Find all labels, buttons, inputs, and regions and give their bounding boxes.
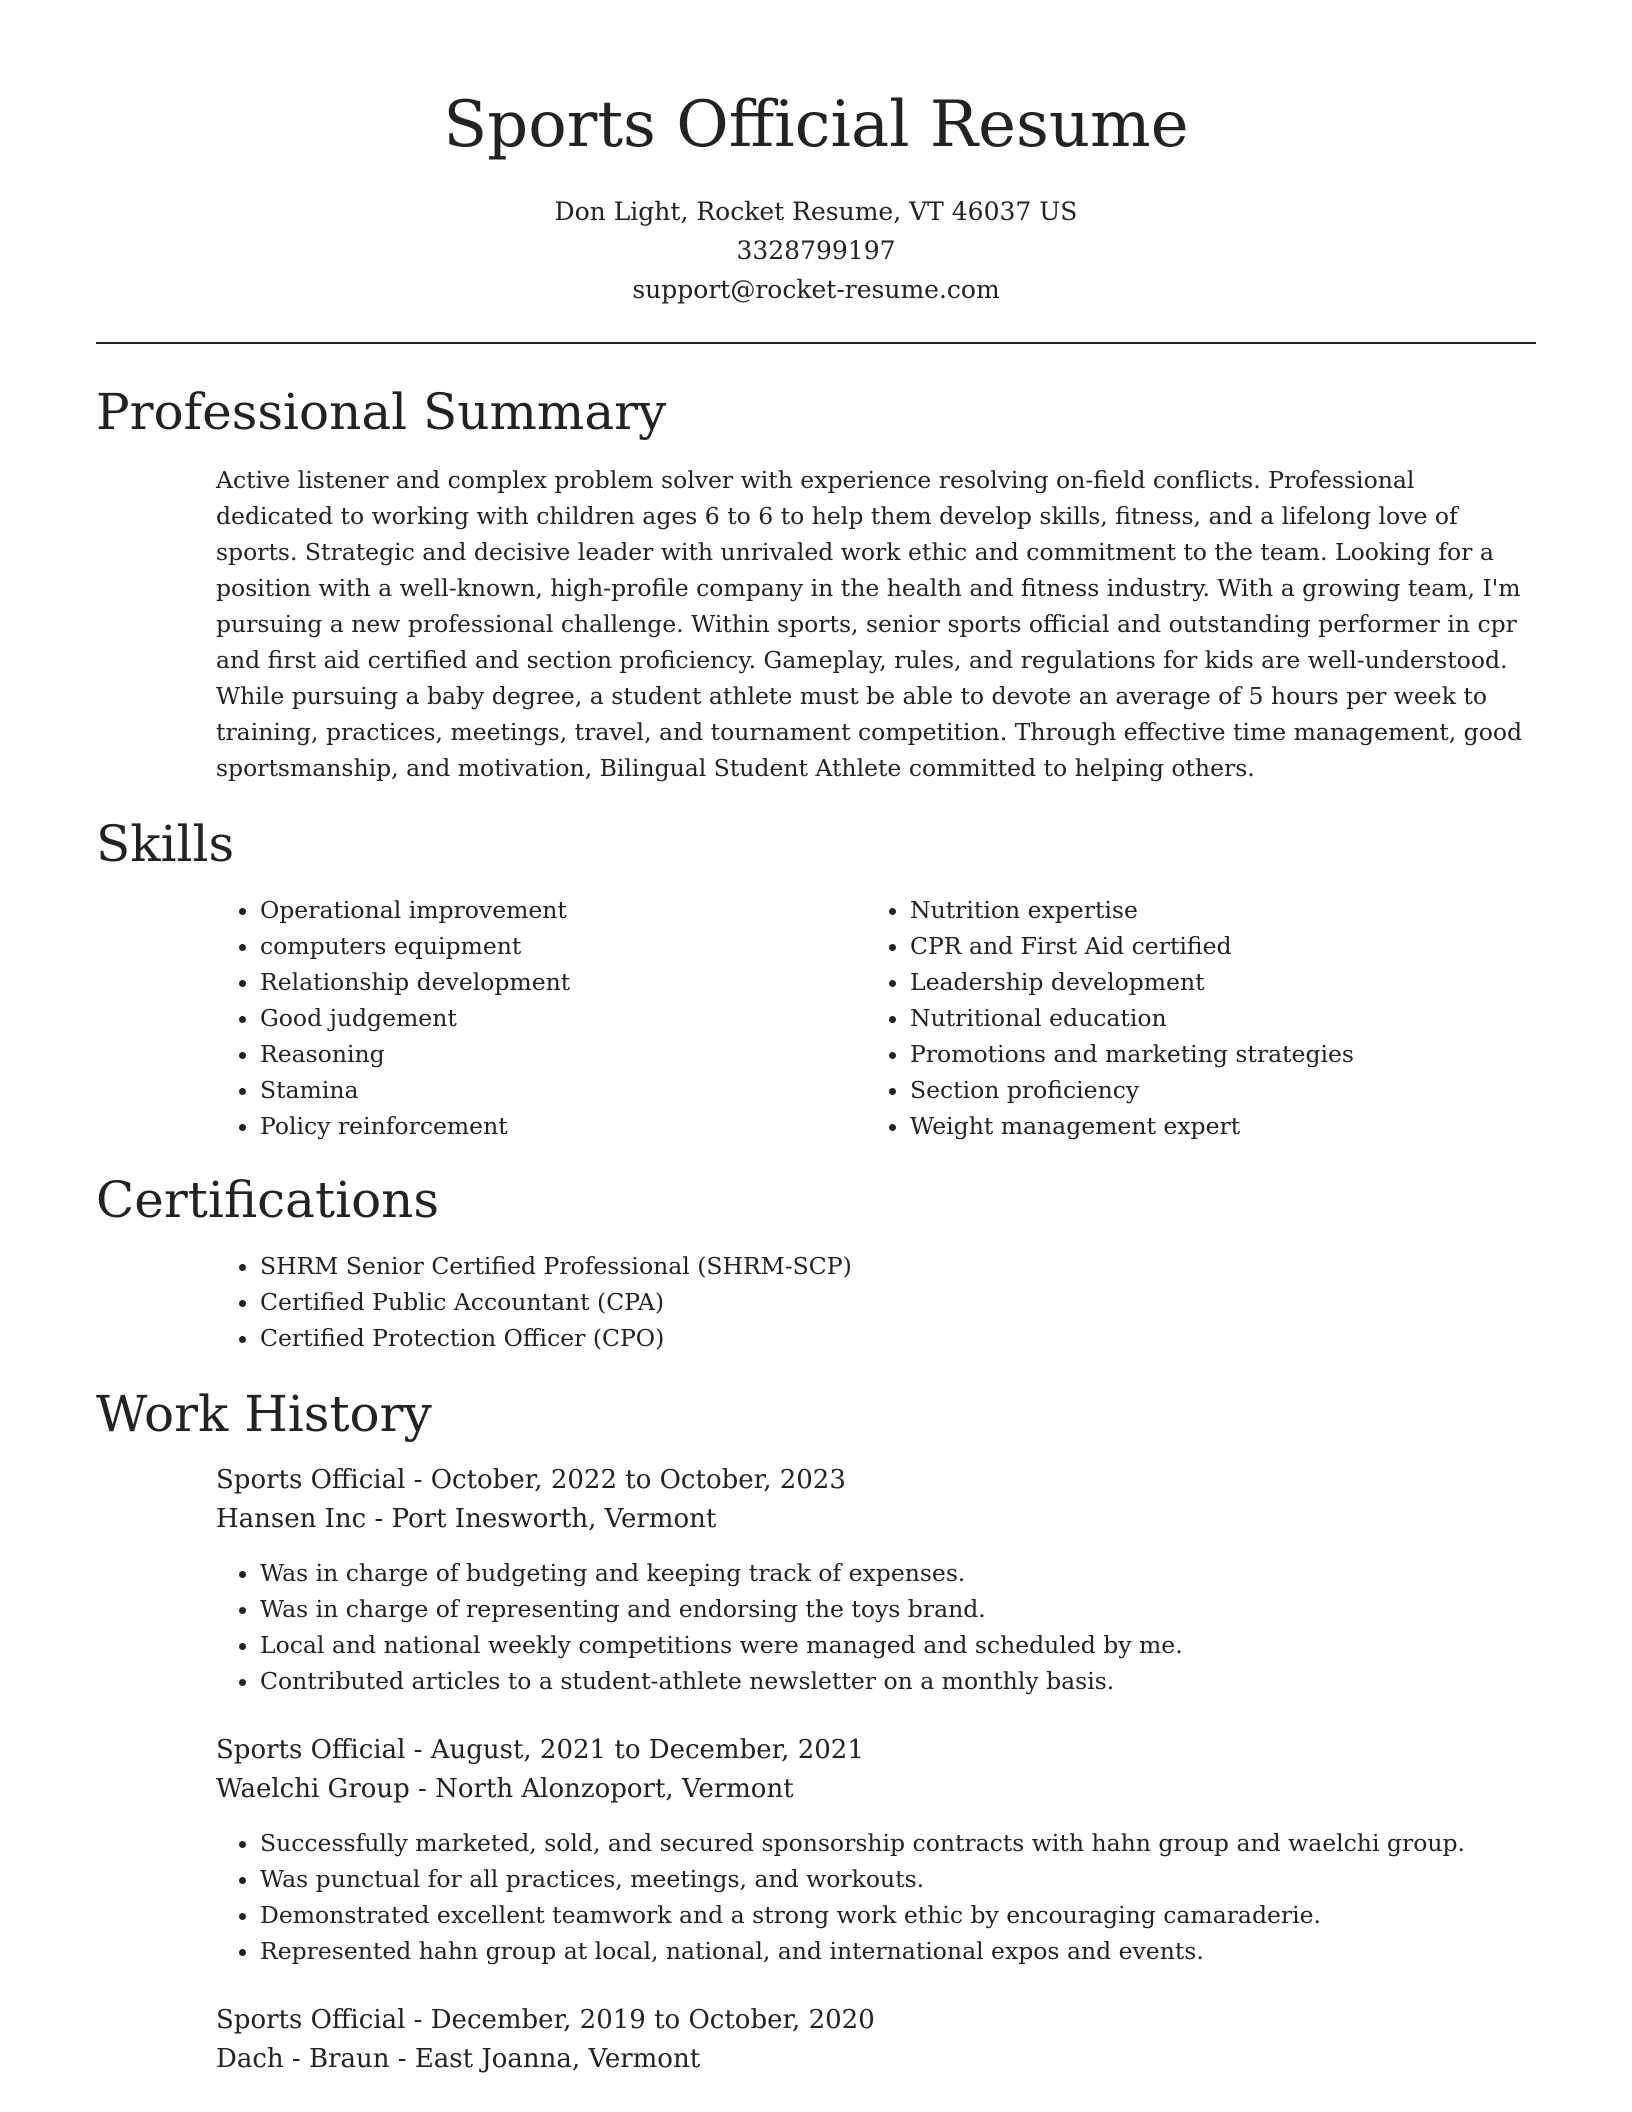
list-item: • Was in charge of representing and endorsing the toys brand. xyxy=(260,1591,1536,1627)
list-item: • Certified Public Accountant (CPA) xyxy=(260,1284,1560,1320)
list-item: • Nutritional education xyxy=(910,1000,1570,1036)
skills-list-left xyxy=(216,892,860,1144)
list-item: • Represented hahn group at local, national, and international expos and events. xyxy=(260,1933,1536,1969)
list-item: • Policy reinforcement xyxy=(260,1108,860,1144)
list-item: • Stamina xyxy=(260,1072,860,1108)
list-item: • Was in charge of budgeting and keeping track of expenses. xyxy=(260,1555,1536,1591)
skills-heading: Skills xyxy=(96,815,235,873)
job-title-line xyxy=(216,1731,1536,1770)
certifications-heading: Certifications xyxy=(96,1171,440,1229)
job-company-line xyxy=(216,1770,1536,1809)
job-title-line xyxy=(216,1461,1536,1500)
job-company: Dach - Braun xyxy=(216,2044,390,2074)
list-item: • Operational improvement xyxy=(260,892,860,928)
job-location: - East Joanna, Vermont xyxy=(389,2044,701,2074)
contact-address: Don Light, Rocket Resume, VT 46037 US xyxy=(554,197,1078,226)
job-title: Sports Official xyxy=(216,1735,406,1765)
list-item: • Successfully marketed, sold, and secured sponsorship contracts with hahn group and waelchi group. xyxy=(260,1825,1536,1861)
skills-list-right xyxy=(866,892,1570,1144)
job-location: - North Alonzoport, Vermont xyxy=(409,1774,794,1804)
job-dates: - December, 2019 to October, 2020 xyxy=(405,2005,875,2035)
job-bullets xyxy=(216,1555,1536,1699)
summary-heading: Professional Summary xyxy=(96,383,667,441)
job-entry xyxy=(216,2001,1536,2079)
page-title: Sports Official Resume xyxy=(443,88,1189,162)
job-company: Waelchi Group xyxy=(216,1774,410,1804)
list-item: • SHRM Senior Certified Professional (SHRM-SCP) xyxy=(260,1248,1560,1284)
list-item: • Demonstrated excellent teamwork and a strong work ethic by encouraging camaraderie. xyxy=(260,1897,1536,1933)
list-item: • Reasoning xyxy=(260,1036,860,1072)
job-dates: - August, 2021 to December, 2021 xyxy=(405,1735,864,1765)
header-divider xyxy=(96,342,1536,344)
list-item: • Good judgement xyxy=(260,1000,860,1036)
job-title-line xyxy=(216,2001,1536,2040)
work-history-heading: Work History xyxy=(96,1385,432,1443)
list-item: • Weight management expert xyxy=(910,1108,1570,1144)
list-item: • Certified Protection Officer (CPO) xyxy=(260,1320,1560,1356)
certifications-list xyxy=(216,1248,1560,1356)
job-title: Sports Official xyxy=(216,2005,406,2035)
job-bullets xyxy=(216,1825,1536,1969)
job-entry xyxy=(216,1731,1536,1969)
list-item: • Local and national weekly competitions were managed and scheduled by me. xyxy=(260,1627,1536,1663)
list-item: • Relationship development xyxy=(260,964,860,1000)
list-item: • computers equipment xyxy=(260,928,860,964)
list-item: • Nutrition expertise xyxy=(910,892,1570,928)
contact-email: support@rocket-resume.com xyxy=(632,275,1000,304)
list-item: • Was punctual for all practices, meetings, and workouts. xyxy=(260,1861,1536,1897)
list-item: • Promotions and marketing strategies xyxy=(910,1036,1570,1072)
list-item: • Section proficiency xyxy=(910,1072,1570,1108)
job-dates: - October, 2022 to October, 2023 xyxy=(405,1465,846,1495)
list-item: • Contributed articles to a student-athlete newsletter on a monthly basis. xyxy=(260,1663,1536,1699)
job-company: Hansen Inc xyxy=(216,1504,367,1534)
job-location: - Port Inesworth, Vermont xyxy=(366,1504,717,1534)
job-company-line xyxy=(216,1500,1536,1539)
summary-text: Active listener and complex problem solver with experience resolving on-field conflicts. Professional dedicated to working with children ages 6 to 6 to help them develop skills, fitness, and a lifelong love of sports. Strategic and decisive leader with unrivaled work ethic and commitment to the team. Looking for a position with a well-known, high-profile company in the health and fitness industry. With a growing team, I'm pursuing a new professional challenge. Within sports, senior sports official and outstanding performer in cpr and first aid certified and section proficiency. Gameplay, rules, and regulations for kids are well-understood. While pursuing a baby degree, a student athlete must be able to devote an average of 5 hours per week to training, practices, meetings, travel, and tournament competition. Through effective time management, good sportsmanship, and motivation, Bilingual Student Athlete committed to helping others. xyxy=(216,466,1523,782)
list-item: • Leadership development xyxy=(910,964,1570,1000)
contact-phone: 3328799197 xyxy=(736,236,896,265)
job-title: Sports Official xyxy=(216,1465,406,1495)
job-company-line xyxy=(216,2040,1536,2079)
contact-block xyxy=(0,192,1632,309)
job-entry xyxy=(216,1461,1536,1699)
list-item: • CPR and First Aid certified xyxy=(910,928,1570,964)
